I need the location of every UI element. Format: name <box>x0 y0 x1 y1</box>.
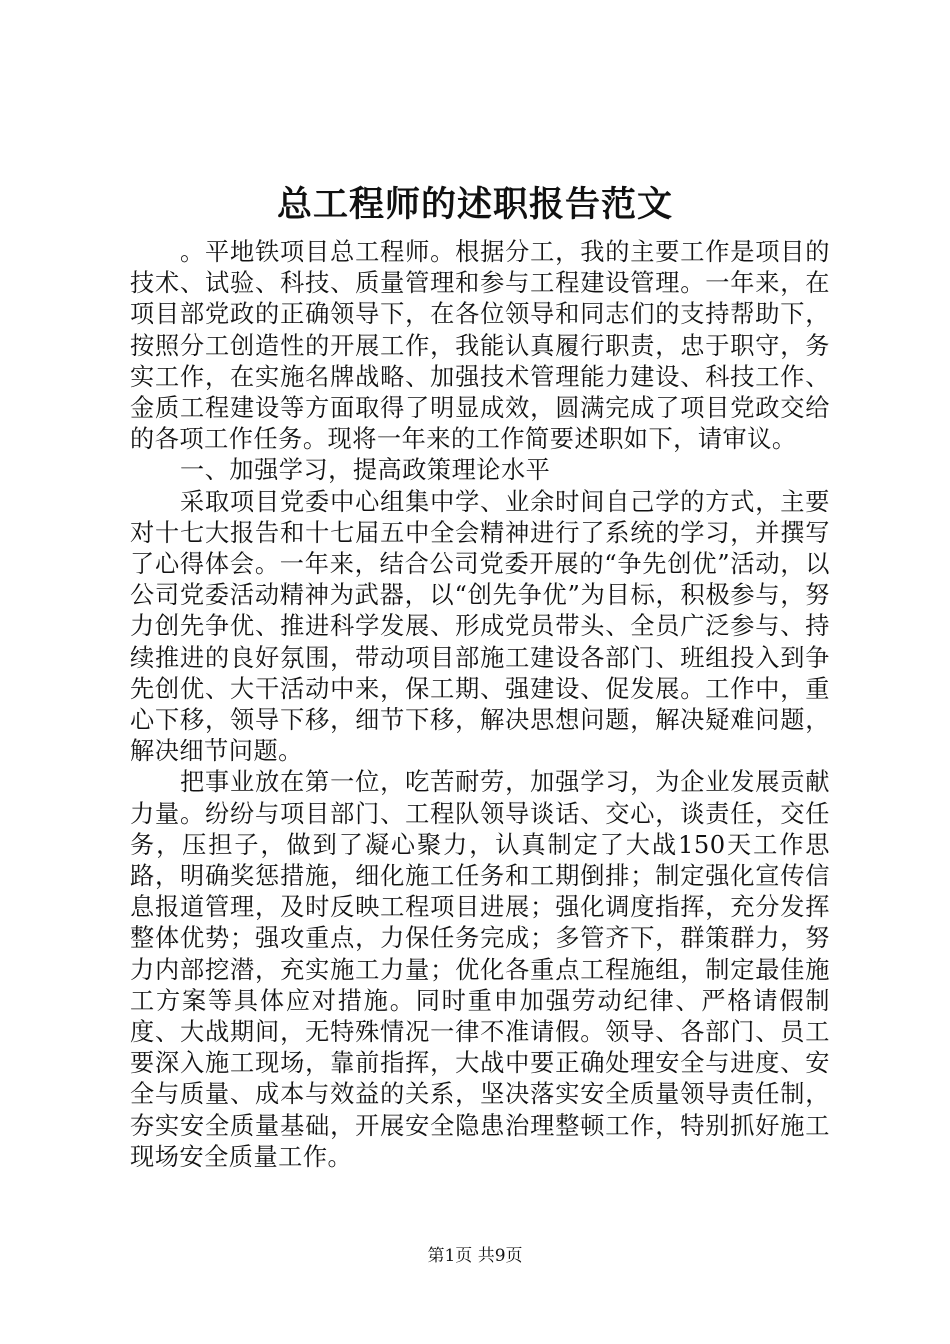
document-title: 总工程师的述职报告范文 <box>276 184 673 225</box>
paragraph-intro: 。平地铁项目总工程师。根据分工，我的主要工作是项目的技术、试验、科技、质量管理和参与工程建设管理。一年来，在项目部党政的正确领导下，在各位领导和同志们的支持帮助下，按照分工创造性的开展工作，我能认真履行职责，忠于职守，务实工作，在实施名牌战略、加强技术管理能力建设、科技工作、金质工程建设等方面取得了明显成效，圆满完成了项目党政交给的各项工作任务。现将一年来的工作简要述职如下，请审议。 <box>130 238 830 454</box>
page-number-footer: 第1页 共9页 <box>427 1246 523 1266</box>
document-body <box>130 237 830 1173</box>
paragraph-study: 采取项目党委中心组集中学、业余时间自己学的方式，主要对十七大报告和十七届五中全会精神进行了系统的学习，并撰写了心得体会。一年来，结合公司党委开展的“争先创优”活动，以公司党委活动精神为武器，以“创先争优”为目标，积极参与，努力创先争优、推进科学发展、形成党员带头、全员广泛参与、持续推进的良好氛围，带动项目部施工建设各部门、班组投入到争先创优、大干活动中来，保工期、强建设、促发展。工作中，重心下移，领导下移，细节下移，解决思想问题，解决疑难问题，解决细节问题。 <box>130 487 830 766</box>
paragraph-work: 把事业放在第一位，吃苦耐劳，加强学习，为企业发展贡献力量。纷纷与项目部门、工程队领导谈话、交心，谈责任，交任务，压担子，做到了凝心聚力，认真制定了大战150天工作思路，明确奖惩措施，细化施工任务和工期倒排；制定强化宣传信息报道管理，及时反映工程项目进展；强化调度指挥，充分发挥整体优势；强攻重点，力保任务完成；多管齐下，群策群力，努力内部挖潜，充实施工力量；优化各重点工程施组，制定最佳施工方案等具体应对措施。同时重申加强劳动纪律、严格请假制度、大战期间，无特殊情况一律不准请假。领导、各部门、员工要深入施工现场，靠前指挥，大战中要正确处理安全与进度、安全与质量、成本与效益的关系，坚决落实安全质量领导责任制，夯实安全质量基础，开展安全隐患治理整顿工作，特别抓好施工现场安全质量工作。 <box>130 768 830 1171</box>
section-heading: 一、加强学习，提高政策理论水平 <box>180 456 551 485</box>
